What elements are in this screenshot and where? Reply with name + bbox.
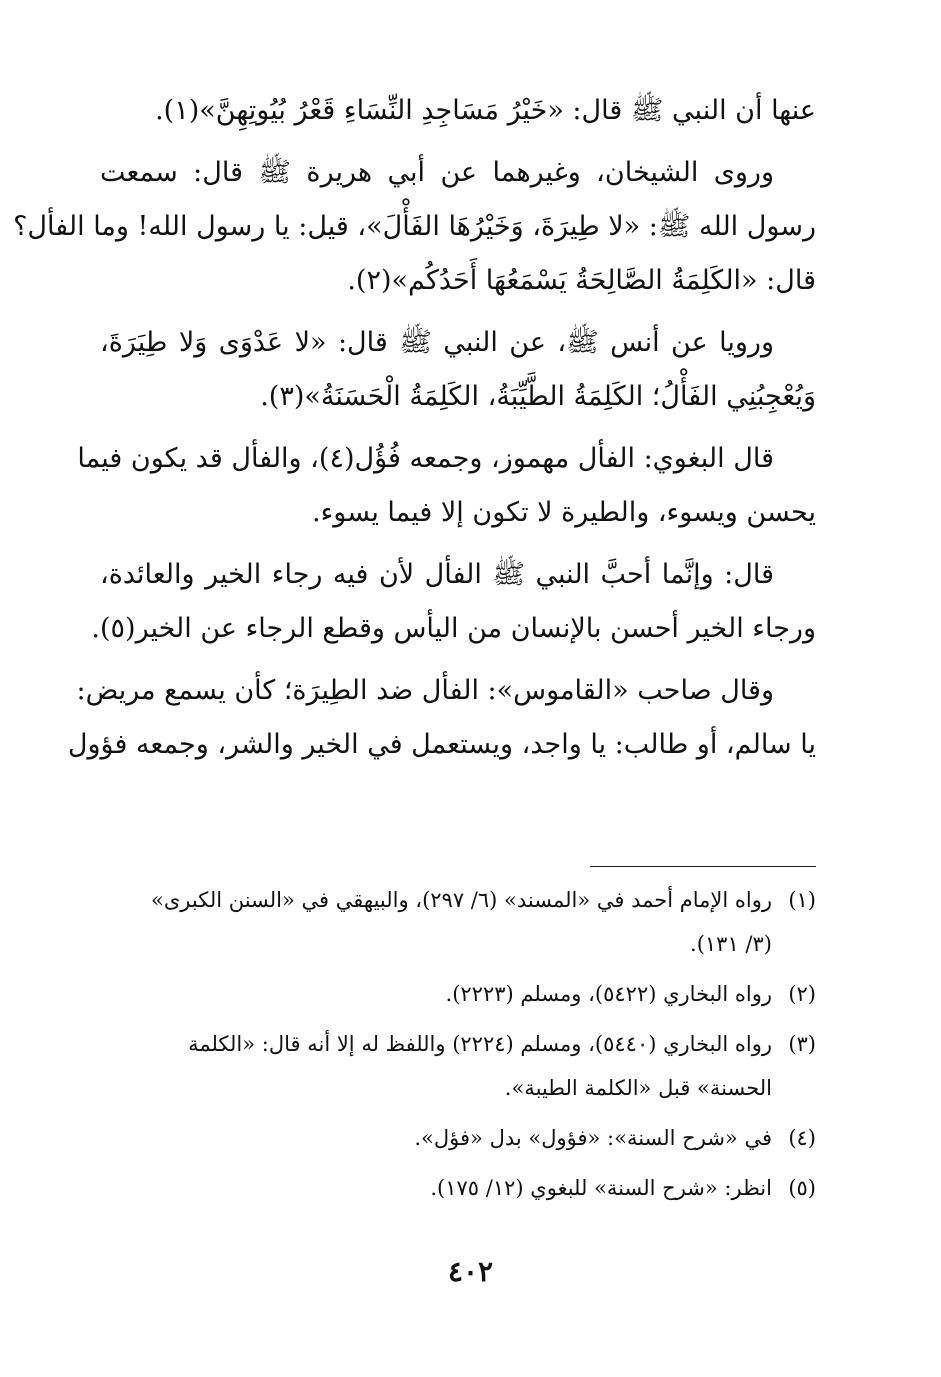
footnote bbox=[100, 1116, 816, 1160]
footnote-number: (٥) bbox=[788, 1176, 816, 1200]
footnote bbox=[100, 878, 816, 966]
page-number: ٤٠٢ bbox=[447, 1255, 494, 1288]
footnote-text: رواه الإمام أحمد في «المسند» (٦/ ٢٩٧)، والبيهقي في «السنن الكبرى» (٣/ ١٣١). bbox=[151, 888, 772, 956]
footnote-text: رواه البخاري (٥٤٤٠)، ومسلم (٢٢٢٤) واللفظ له إلا أنه قال: «الكلمة الحسنة» قبل «الكلمة الطيبة». bbox=[188, 1032, 772, 1100]
text-line: عنها أن النبي ﷺ قال: «خَيْرُ مَسَاجِدِ النِّسَاءِ قَعْرُ بُيُوتِهِنَّ»(١). bbox=[155, 95, 816, 126]
footnote bbox=[100, 1022, 816, 1110]
footnote-text: في «شرح السنة»: «فؤول» بدل «فؤل». bbox=[414, 1126, 772, 1150]
footnote-number: (١) bbox=[788, 888, 816, 912]
footnote-separator bbox=[590, 866, 816, 867]
footnote bbox=[100, 1166, 816, 1210]
text-line: يا سالم، أو طالب: يا واجد، ويستعمل في الخير والشر، وجمعه فؤول bbox=[67, 729, 816, 760]
footnote-number: (٣) bbox=[788, 1032, 816, 1056]
text-line: قال: «الكَلِمَةُ الصَّالِحَةُ يَسْمَعُهَا أَحَدُكُم»(٢). bbox=[347, 265, 816, 296]
text-line: وروى الشيخان، وغيرهما عن أبي هريرة ﷺ قال: سمعت bbox=[100, 157, 774, 188]
text-line: قال البغوي: الفأل مهموز، وجمعه فُؤُل(٤)، والفأل قد يكون فيما bbox=[77, 443, 774, 474]
main-text bbox=[13, 84, 816, 772]
footnote-text: رواه البخاري (٥٤٢٢)، ومسلم (٢٢٢٣). bbox=[445, 982, 772, 1006]
text-line: يحسن ويسوء، والطيرة لا تكون إلا فيما يسوء. bbox=[312, 497, 816, 528]
footnote-number: (٤) bbox=[788, 1126, 816, 1150]
footnote-number: (٢) bbox=[788, 982, 816, 1006]
text-line: وقال صاحب «القاموس»: الفأل ضد الطِيرَة؛ كأن يسمع مريض: bbox=[76, 675, 774, 706]
footnotes bbox=[100, 878, 816, 1216]
text-line: رسول الله ﷺ: «لا طِيرَةَ، وَخَيْرُهَا الفَأْلَ»، قيل: يا رسول الله! وما الفأل؟ bbox=[13, 211, 816, 242]
footnote-text: انظر: «شرح السنة» للبغوي (١٢/ ١٧٥). bbox=[430, 1176, 772, 1200]
text-line: قال: وإنَّما أحبَّ النبي ﷺ الفأل لأن فيه رجاء الخير والعائدة، bbox=[100, 559, 774, 590]
text-line: ورجاء الخير أحسن بالإنسان من اليأس وقطع الرجاء عن الخير(٥). bbox=[91, 613, 816, 644]
text-line: ورويا عن أنس ﷺ، عن النبي ﷺ قال: «لا عَدْوَى وَلا طِيَرَةَ، bbox=[100, 327, 774, 358]
text-line: وَيُعْجِبُنِي الفَأْلُ؛ الكَلِمَةُ الطَّيِّبَةُ، الكَلِمَةُ الْحَسَنَةُ»(٣). bbox=[260, 381, 816, 412]
footnote bbox=[100, 972, 816, 1016]
